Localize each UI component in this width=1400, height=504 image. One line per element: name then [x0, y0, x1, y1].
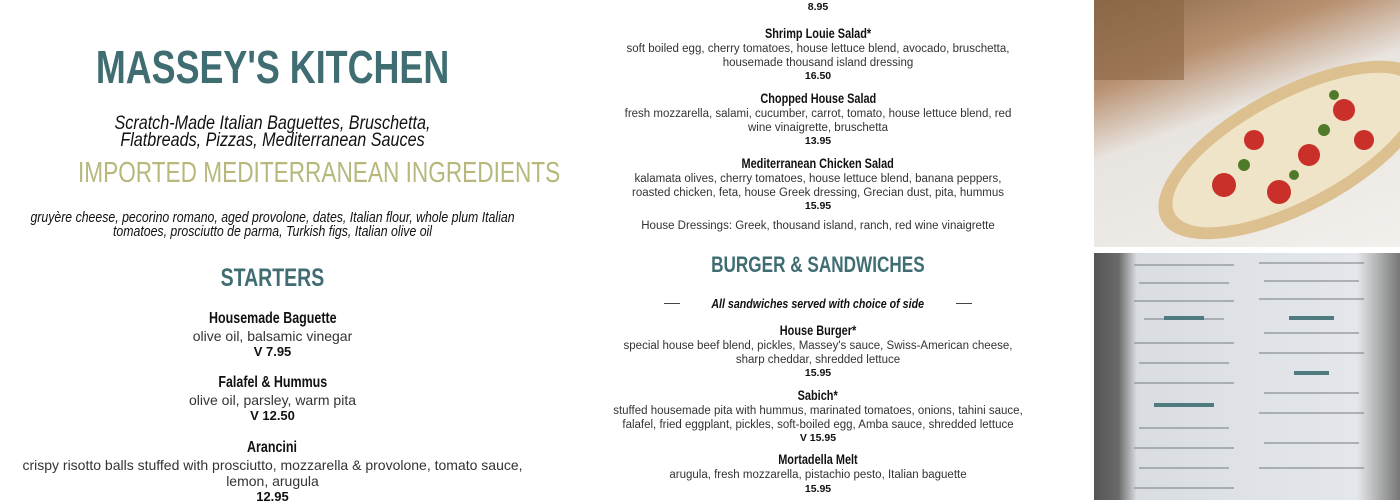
item-price: 15.95	[804, 482, 832, 495]
ingredients-list: gruyère cheese, pecorino romano, aged provolone, dates, Italian flour, whole plum Italian tomatoes, prosciutto de parma, Turkish figs, Italian olive oil	[30, 209, 515, 240]
menu-middle-column	[613, 0, 1023, 500]
item-desc: fresh mozzarella, salami, cucumber, carrot, tomato, house lettuce blend, red wine vinaigrette, bruschetta	[624, 108, 1012, 134]
item-desc: kalamata olives, cherry tomatoes, house lettuce blend, banana peppers, roasted chicken, feta, house Greek dressing, Grecian dust, pita, hummus	[631, 173, 1005, 199]
item-price: V 12.50	[250, 408, 295, 423]
item-price: V 15.95	[799, 432, 837, 444]
item-price: V 7.95	[253, 344, 292, 359]
divider	[956, 303, 972, 304]
restaurant-title: MASSEY'S KITCHEN	[95, 41, 450, 93]
menu-item	[612, 387, 1024, 444]
menu-item	[10, 310, 535, 359]
menu-item	[10, 374, 535, 423]
item-price: 12.95	[256, 489, 289, 504]
menu-item	[10, 439, 535, 504]
item-desc: olive oil, parsley, warm pita	[188, 392, 357, 408]
item-name: Housemade Baguette	[208, 310, 337, 327]
item-name: Mediterranean Chicken Salad	[741, 155, 895, 171]
item-price: 13.95	[804, 135, 832, 147]
menu-photo	[1094, 253, 1400, 500]
item-desc: stuffed housemade pita with hummus, marinated tomatoes, onions, tahini sauce, falafel, fried eggplant, pickles, soft-boiled egg, Amba sauce, shredded lettuce	[613, 405, 1023, 431]
flatbread-photo	[1094, 0, 1400, 247]
menu-item	[618, 90, 1018, 147]
starters-heading: STARTERS	[220, 264, 325, 292]
menu-item	[618, 155, 1018, 212]
item-price: 8.95	[807, 1, 829, 13]
printed-menu-illustration	[1094, 253, 1400, 500]
item-desc: soft boiled egg, cherry tomatoes, house lettuce blend, avocado, bruschetta, housemade thousand island dressing	[626, 43, 1010, 69]
item-name: Arancini	[247, 439, 298, 456]
item-desc: special house beef blend, pickles, Massey's sauce, Swiss-American cheese, sharp cheddar, shredded lettuce	[623, 340, 1013, 366]
item-name: Shrimp Louie Salad*	[764, 25, 872, 41]
flatbread-illustration	[1094, 0, 1400, 247]
item-desc: arugula, fresh mozzarella, pistachio pesto, Italian baguette	[669, 469, 967, 481]
imported-heading: IMPORTED MEDITERRANEAN INGREDIENTS	[78, 157, 561, 189]
menu-item	[618, 322, 1018, 379]
item-name: Sabich*	[797, 387, 839, 403]
item-name: Falafel & Hummus	[218, 374, 327, 391]
sandwiches-note: All sandwiches served with choice of side	[618, 295, 1018, 313]
menu-left-column	[10, 0, 561, 504]
item-name: Chopped House Salad	[760, 90, 876, 106]
item-desc: crispy risotto balls stuffed with prosciutto, mozzarella & provolone, tomato sauce, lemon, arugula	[22, 457, 523, 489]
tagline: Scratch-Made Italian Baguettes, Bruschetta, Flatbreads, Pizzas, Mediterranean Sauces	[114, 113, 431, 151]
divider	[664, 303, 680, 304]
item-price: 15.95	[804, 367, 832, 379]
item-name: Mortadella Melt	[778, 451, 858, 467]
menu-item	[618, 25, 1018, 82]
item-price: 16.50	[804, 70, 832, 82]
house-dressings: House Dressings: Greek, thousand island, ranch, red wine vinaigrette	[641, 220, 995, 232]
item-desc: olive oil, balsamic vinegar	[192, 328, 353, 344]
sandwiches-heading: BURGER & SANDWICHES	[711, 252, 925, 277]
item-name: House Burger*	[779, 322, 857, 338]
item-price: 15.95	[804, 200, 832, 212]
menu-item	[618, 451, 1018, 495]
